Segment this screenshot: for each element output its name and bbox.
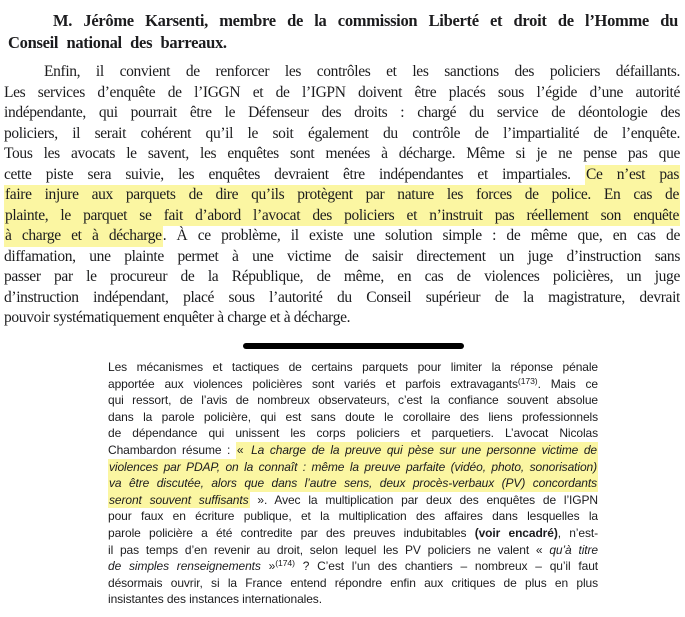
- text-segment: d’instruction indépendant, placé sous l’autorité du Conseil supérieur de la magistrature, devrait: [4, 288, 680, 306]
- text-segment: Conseil national des barreaux.: [8, 33, 227, 52]
- text-segment: parole policière a été contredite par des preuves indubitables: [108, 525, 475, 540]
- text-line: [4, 124, 680, 145]
- text-segment: . À ce problème, il existe une solution simple : de même que, en cas de: [162, 227, 680, 244]
- text-line: [108, 425, 598, 442]
- text-segment: Les services d’enquête de l’IGGN et de l’IGPN doivent être placés sous l’égide d’une autorité: [4, 83, 680, 101]
- text-line: [4, 103, 680, 124]
- footnote-reference: (174): [275, 558, 295, 569]
- text-segment: M. Jérôme Karsenti, membre de la commission Liberté et droit de l’Homme du: [53, 11, 678, 30]
- text-line: [8, 10, 678, 32]
- text-line: [108, 558, 598, 575]
- highlighted-text: «: [236, 442, 250, 459]
- text-line: [4, 267, 680, 288]
- footnote-reference: (173): [517, 375, 538, 386]
- text-line: [4, 308, 680, 329]
- text-segment: pour faux en écriture publique, et la multiplication des affaires dans lesquelles la: [108, 509, 598, 524]
- text-line: [108, 508, 598, 525]
- text-segment: diffamation, une plainte permet à une victime de saisir directement un juge d’instruction sans: [4, 247, 680, 265]
- text-segment: Enfin, il convient de renforcer les contrôles et les sanctions des policiers défaillants.: [44, 63, 680, 80]
- highlighted-text: violences par PDAP, on la connaît : même la preuve parfaite (vidéo, photo, sonorisation): [108, 459, 598, 476]
- text-segment: de dépendance qui unissent les corps policiers et parquetiers. L’avocat Nicolas: [108, 426, 598, 441]
- text-segment: Tous les avocats le savent, les enquêtes sont menées à décharge. Même si je ne pense pas que: [4, 145, 680, 162]
- text-segment: pouvoir systématiquement enquêter à charge et à décharge.: [4, 309, 351, 326]
- text-line: [108, 542, 598, 559]
- highlighted-text: seront souvent suffisants: [108, 492, 250, 509]
- text-segment: ? C’est l’un des chantiers – nombreux – qu’il faut: [294, 559, 598, 574]
- section-divider-rule: [243, 343, 464, 349]
- text-segment: »: [260, 559, 276, 574]
- highlighted-text: Ce n’est pas: [585, 165, 680, 186]
- text-segment: apportée aux violences policières sont variés et parfois extravagants: [108, 376, 518, 391]
- text-line: [108, 409, 598, 426]
- main-paragraph: [4, 62, 680, 329]
- highlighted-text: va être discutée, alors que dans l’autre sens, deux procès-verbaux (PV) concordants: [108, 475, 598, 492]
- text-line: [108, 525, 598, 542]
- highlighted-text: à charge et à décharge: [4, 226, 163, 247]
- text-segment: cette piste sera suivie, les enquêtes devraient être indépendantes et impartiales.: [4, 165, 585, 183]
- text-segment: il pas temps d’en revenir au droit, selon lequel les PV policiers ne valent «: [108, 542, 550, 557]
- text-segment: insistantes des instances internationales.: [108, 592, 322, 607]
- highlighted-text: plainte, le parquet se fait d’abord l’avocat des policiers et n’instruit pas réellement son enquête: [4, 206, 680, 227]
- text-segment: (voir encadré): [474, 525, 558, 540]
- text-line: [4, 247, 680, 268]
- text-segment: de simples renseignements: [108, 559, 261, 574]
- text-segment: qui ressort, de l’avis de nombreux observateurs, c’est la confiance souvent absolue: [108, 393, 598, 408]
- text-line: [108, 475, 598, 492]
- text-line: [4, 185, 680, 206]
- text-line: [108, 492, 598, 509]
- text-segment: passer par le procureur de la République, de même, en cas de violences policières, un juge: [4, 268, 680, 285]
- text-segment: . Mais ce: [537, 376, 598, 391]
- text-line: [108, 376, 598, 393]
- text-line: [108, 442, 598, 459]
- text-line: [4, 83, 680, 104]
- text-line: [108, 392, 598, 409]
- highlighted-text: La charge de la preuve qui pèse sur une personne victime de: [250, 442, 598, 459]
- boxed-note-excerpt: [108, 359, 598, 608]
- text-line: [108, 575, 598, 592]
- text-segment: Les mécanismes et tactiques de certains parquets pour limiter la réponse pénale: [108, 360, 598, 374]
- text-line: [108, 459, 598, 476]
- text-line: [4, 206, 680, 227]
- text-line: [108, 359, 598, 376]
- highlighted-text: faire injure aux parquets de dire qu’ils protègent par nature les forces de police. En cas de: [4, 185, 680, 206]
- text-segment: désormais ouvrir, si la France entend répondre enfin aux critiques de plus en plus: [108, 575, 598, 590]
- text-segment: dans la parole policière, qui est sans doute le corollaire des liens professionnels: [108, 409, 598, 424]
- speaker-heading: [8, 10, 678, 54]
- text-line: [108, 591, 598, 608]
- text-line: [4, 288, 680, 309]
- text-line: [4, 144, 680, 165]
- text-segment: indépendante, qui pourrait être le Défenseur des droits : chargé du service de déontologie des: [4, 104, 680, 121]
- text-segment: ». Avec la multiplication par deux des enquêtes de l’IGPN: [249, 492, 598, 507]
- text-line: [4, 226, 680, 247]
- text-line: [4, 62, 680, 83]
- text-line: [4, 165, 680, 186]
- text-segment: , n’est-: [557, 525, 598, 540]
- text-segment: Chambardon résume :: [108, 442, 236, 457]
- text-segment: qu’à titre: [549, 542, 598, 557]
- text-segment: policiers, il serait cohérent qu’il le soit également du contrôle de l’impartialité de l’enquête.: [4, 124, 680, 142]
- text-line: [8, 32, 678, 54]
